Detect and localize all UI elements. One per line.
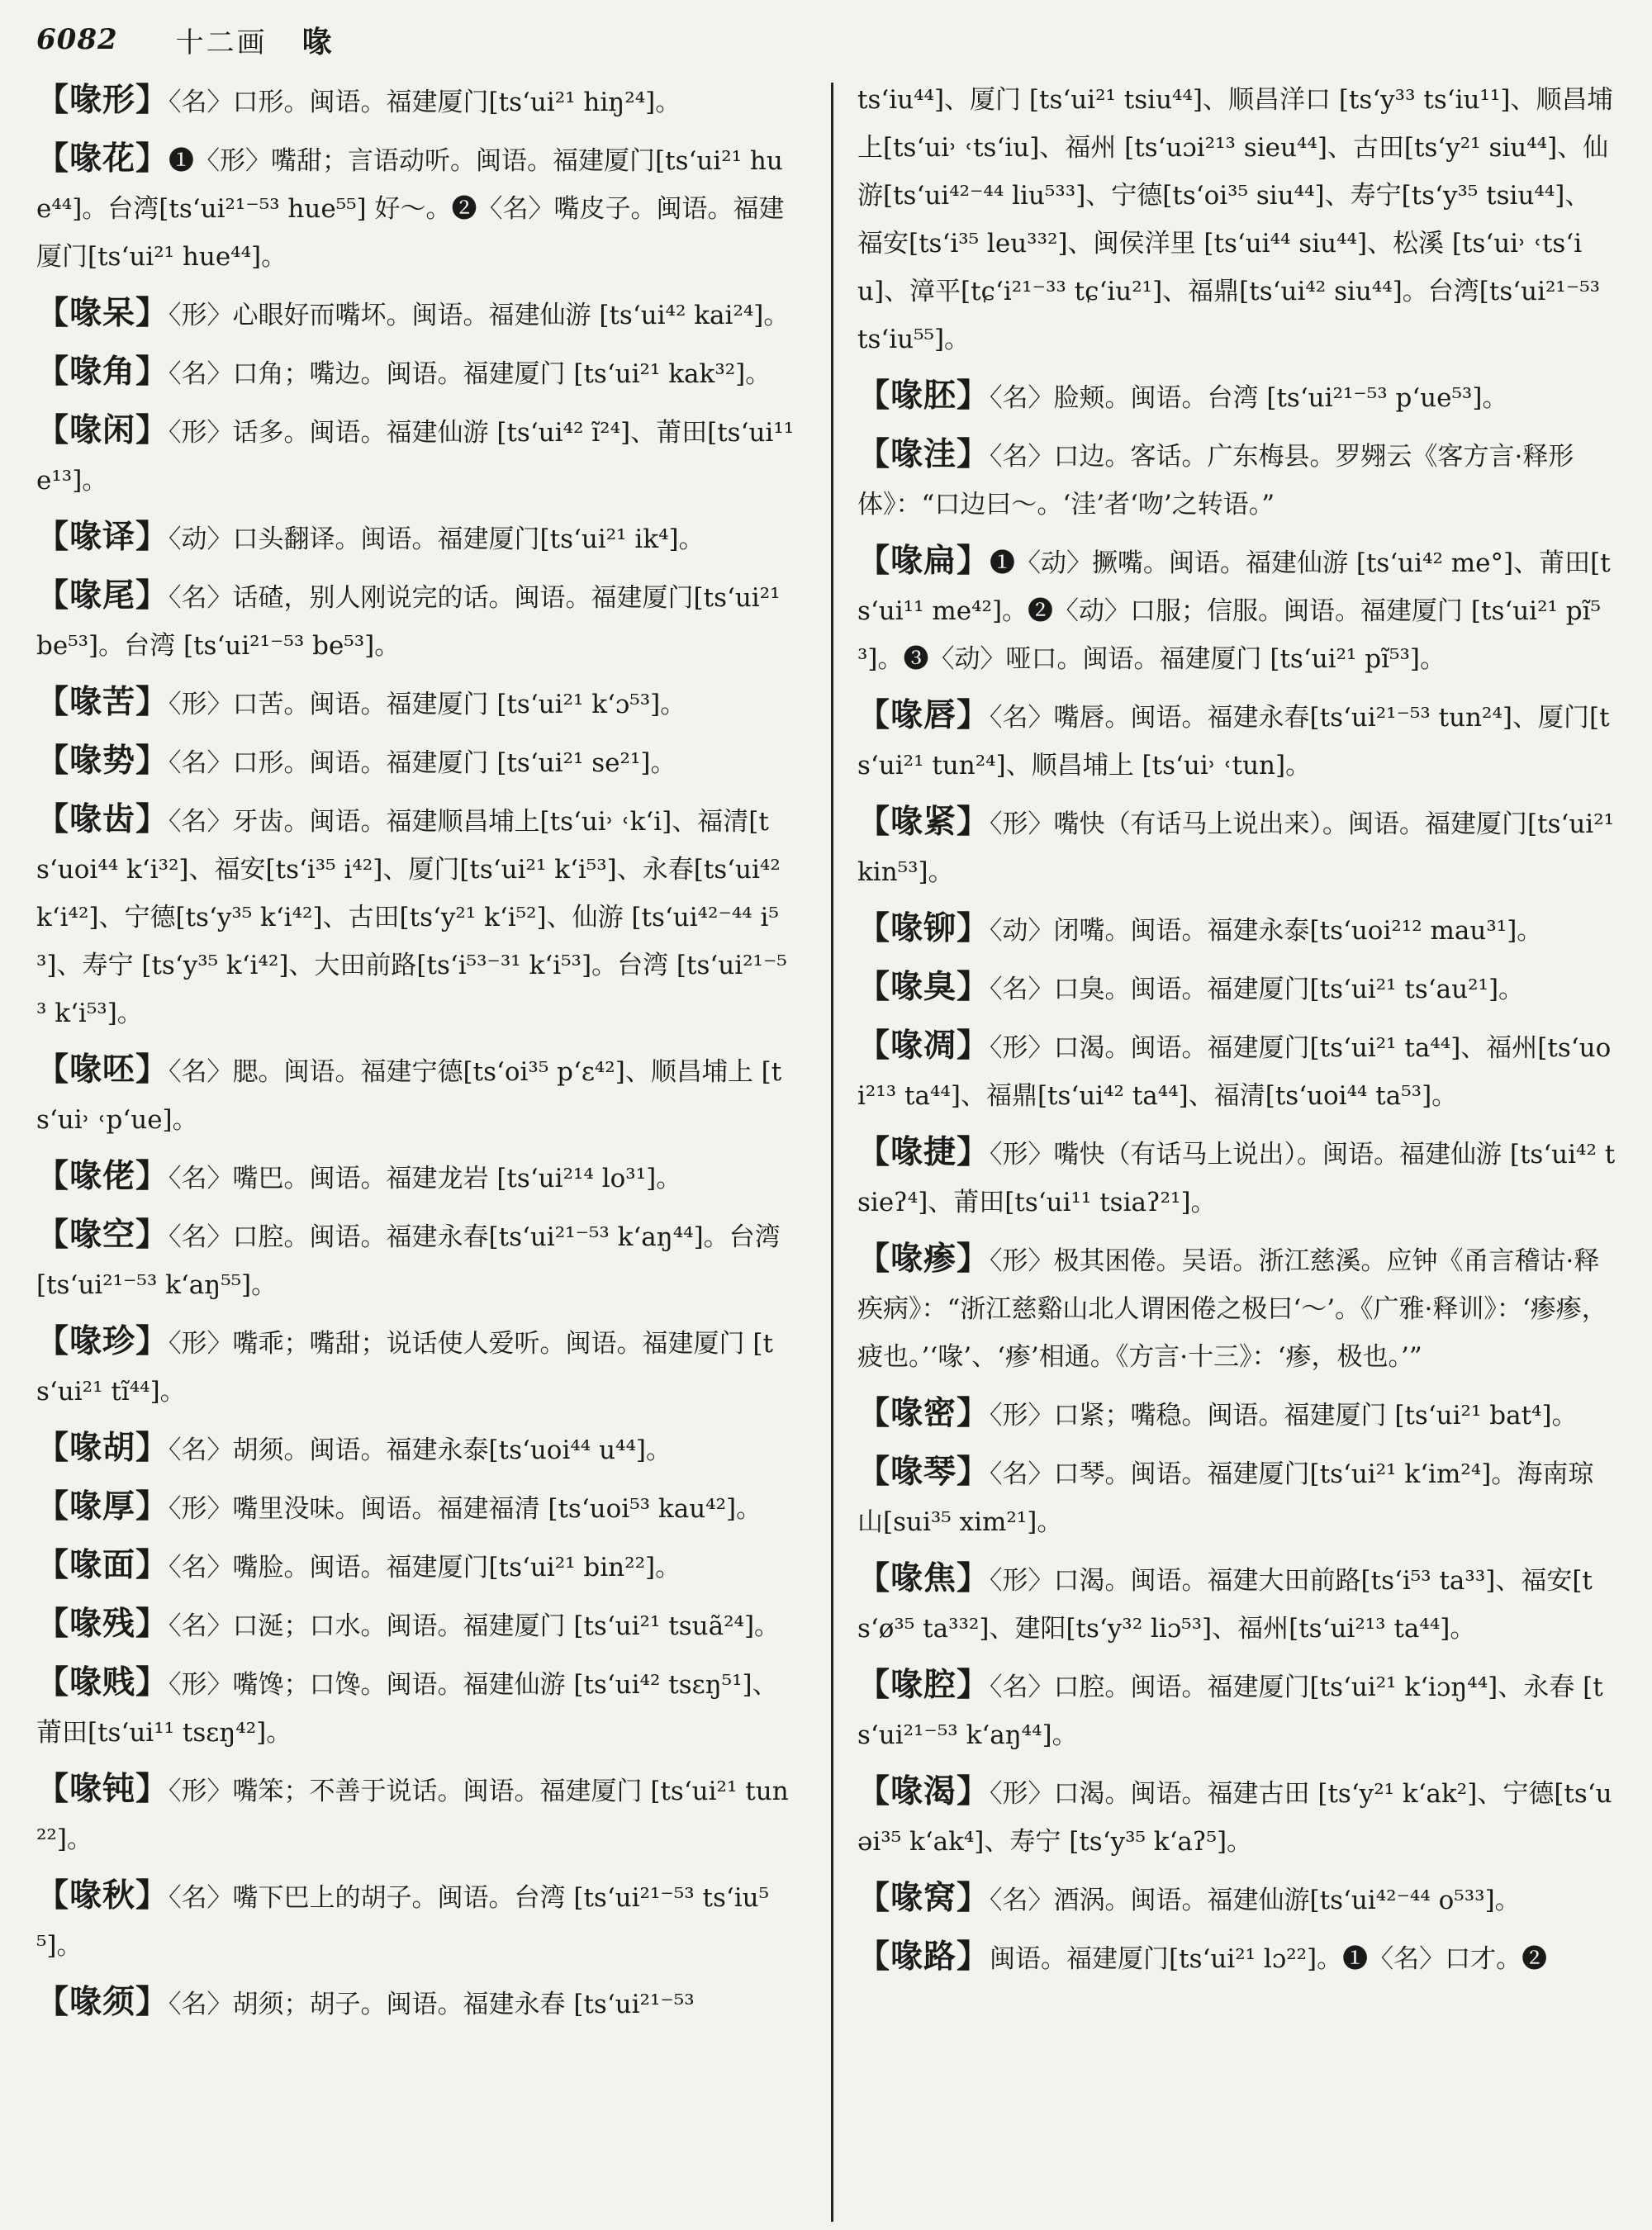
entry-headword: 【喙渴】	[857, 1772, 990, 1810]
dictionary-entry	[36, 1872, 795, 1970]
entry-headword: 【喙钝】	[36, 1770, 169, 1808]
entry-definition: 〈名〉口琴。闽语。福建厦门[ts‘ui²¹ k‘im²⁴]。海南琼山[sui³⁵ xim²¹]。	[857, 1459, 1594, 1537]
entry-definition: 〈名〉口形。闽语。福建厦门 [ts‘ui²¹ se²¹]。	[169, 748, 676, 778]
dictionary-entry	[857, 1448, 1616, 1546]
entry-definition: 〈名〉胡须；胡子。闽语。福建永春 [ts‘ui²¹⁻⁵³	[169, 1990, 695, 2019]
entry-headword: 【喙面】	[36, 1546, 169, 1584]
entry-definition: 〈名〉话碴，别人刚说完的话。闽语。福建厦门[ts‘ui²¹ be⁵³]。台湾 [ts‘ui²¹⁻⁵³ be⁵³]。	[36, 583, 781, 661]
entry-definition: 〈名〉嘴脸。闽语。福建厦门[ts‘ui²¹ bin²²]。	[169, 1553, 681, 1582]
entry-headword: 【喙尾】	[36, 576, 169, 614]
entry-headword: 【喙角】	[36, 353, 169, 391]
entry-definition: 〈名〉口涎；口水。闽语。福建厦门 [ts‘ui²¹ tsuã²⁴]。	[169, 1611, 781, 1641]
dictionary-entry	[36, 1600, 795, 1650]
dictionary-entry	[857, 537, 1616, 683]
entry-headword: 【喙残】	[36, 1605, 169, 1643]
entry-headword: 【喙形】	[36, 81, 169, 119]
entry-definition: 〈形〉嘴快（有话马上说出）。闽语。福建仙游 [ts‘ui⁴² tsieʔ⁴]、莆田[ts‘ui¹¹ tsiaʔ²¹]。	[857, 1140, 1616, 1217]
entry-headword: 【喙胚】	[857, 377, 990, 415]
dictionary-entry	[36, 76, 795, 126]
radical-heading: 喙	[301, 24, 332, 59]
entry-headword: 【喙佬】	[36, 1157, 169, 1195]
entry-definition: 闽语。福建厦门[ts‘ui²¹ lɔ²²]。❶〈名〉口才。❷	[990, 1944, 1548, 1974]
entry-headword: 【喙窝】	[857, 1879, 990, 1917]
dictionary-entry	[36, 572, 795, 670]
dictionary-entry	[36, 1541, 795, 1592]
entry-definition: 〈形〉嘴笨；不善于说话。闽语。福建厦门 [ts‘ui²¹ tun²²]。	[36, 1777, 789, 1854]
entry-definition: 〈名〉牙齿。闽语。福建顺昌埔上[ts‘ui˒ ˓k‘i]、福清[ts‘uoi⁴⁴ k‘i³²]、福安[ts‘i³⁵ i⁴²]、厦门[ts‘ui²¹ k‘i⁵³]、永春[ts‘ui⁴² k‘i⁴²]、宁德[ts‘y³⁵ k‘i⁴²]、古田[ts‘y²¹ k‘i⁵²]、仙游 [ts‘ui⁴²⁻⁴⁴ i⁵³]、寿宁 [ts‘y³⁵ k‘i⁴²]、大田前路[ts‘i⁵³⁻³¹ k‘i⁵³]。台湾 [ts‘ui²¹⁻⁵³ k‘i⁵³]。	[36, 807, 787, 1028]
entry-definition: 〈名〉胡须。闽语。福建永泰[ts‘uoi⁴⁴ u⁴⁴]。	[169, 1435, 672, 1465]
entry-headword: 【喙齿】	[36, 800, 169, 838]
entry-headword: 【喙空】	[36, 1216, 169, 1254]
entry-definition: 〈名〉口腔。闽语。福建永春[ts‘ui²¹⁻⁵³ k‘aŋ⁴⁴]。台湾[ts‘ui²¹⁻⁵³ k‘aŋ⁵⁵]。	[36, 1222, 781, 1300]
dictionary-entry	[36, 1317, 795, 1416]
entry-headword: 【喙厚】	[36, 1487, 169, 1525]
dictionary-entry	[36, 1978, 795, 2028]
entry-headword: 【喙腔】	[857, 1666, 990, 1704]
dictionary-entry	[36, 348, 795, 398]
dictionary-entry	[36, 1424, 795, 1474]
dictionary-entry	[857, 798, 1616, 896]
entry-definition: 〈形〉嘴乖；嘴甜；说话使人爱听。闽语。福建厦门 [ts‘ui²¹ tĩ⁴⁴]。	[36, 1329, 773, 1407]
dictionary-entry	[36, 513, 795, 563]
entry-headword: 【喙势】	[36, 742, 169, 780]
dictionary-entry	[857, 1128, 1616, 1226]
entry-definition: ❶〈动〉撅嘴。闽语。福建仙游 [ts‘ui⁴² me°]、莆田[ts‘ui¹¹ me⁴²]。❷〈动〉口服；信服。闽语。福建厦门 [ts‘ui²¹ pĩ⁵³]。❸〈动〉哑口。闽语。福建厦门 [ts‘ui²¹ pĩ⁵³]。	[857, 548, 1611, 674]
entry-headword: 【喙焦】	[857, 1559, 990, 1597]
dictionary-entry	[857, 430, 1616, 529]
dictionary-entry	[36, 1211, 795, 1309]
entry-headword: 【喙洼】	[857, 435, 990, 473]
dictionary-entry	[857, 691, 1616, 790]
dictionary-entry	[36, 135, 795, 281]
entry-headword: 【喙臭】	[857, 968, 990, 1006]
entry-headword: 【喙紧】	[857, 803, 990, 841]
entry-headword: 【喙唇】	[857, 696, 990, 734]
page-header	[36, 15, 332, 64]
column-divider	[831, 83, 833, 2222]
dictionary-entry	[857, 1874, 1616, 1924]
dictionary-entry	[36, 406, 795, 505]
entry-definition: 〈名〉口形。闽语。福建厦门[ts‘ui²¹ hiŋ²⁴]。	[169, 88, 681, 117]
entry-definition: 〈形〉嘴里没味。闽语。福建福清 [ts‘uoi⁵³ kau⁴²]。	[169, 1494, 762, 1524]
entry-definition: 〈名〉腮。闽语。福建宁德[ts‘oi³⁵ p‘ɛ⁴²]、顺昌埔上 [ts‘ui˒ ˓p‘ue]。	[36, 1057, 782, 1135]
entry-definition: 〈形〉口渴。闽语。福建大田前路[ts‘i⁵³ ta³³]、福安[ts‘ø³⁵ ta³³²]、建阳[ts‘y³² liɔ⁵³]、福州[ts‘ui²¹³ ta⁴⁴]。	[857, 1566, 1593, 1644]
entry-definition: 〈形〉嘴快（有话马上说出来）。闽语。福建厦门[ts‘ui²¹ kin⁵³]。	[857, 809, 1615, 887]
entry-definition: 〈动〉口头翻译。闽语。福建厦门[ts‘ui²¹ ik⁴]。	[169, 524, 705, 554]
left-column	[36, 76, 795, 2037]
dictionary-entry	[857, 1767, 1616, 1866]
entry-definition: 〈名〉嘴下巴上的胡子。闽语。台湾 [ts‘ui²¹⁻⁵³ ts‘iu⁵⁵]。	[36, 1883, 770, 1961]
entry-headword: 【喙花】	[36, 140, 169, 178]
entry-headword: 【喙胡】	[36, 1429, 169, 1467]
entry-headword: 【喙闲】	[36, 411, 169, 449]
entry-definition: 〈动〉闭嘴。闽语。福建永泰[ts‘uoi²¹² mau³¹]。	[990, 916, 1543, 946]
page-number: 6082	[36, 23, 118, 56]
entry-headword: 【喙珍】	[36, 1322, 169, 1360]
entry-definition: 〈名〉口臭。闽语。福建厦门[ts‘ui²¹ ts‘au²¹]。	[990, 975, 1525, 1004]
entry-definition: 〈形〉极其困倦。吴语。浙江慈溪。应钟《甬言稽诂·释疾病》：“浙江慈谿山北人谓困倦之极曰‘～’。《广雅·释训》：‘瘆瘆，疲也。’‘喙’、‘瘆’相通。《方言·十三》：‘瘆，极也。’”	[857, 1246, 1607, 1372]
dictionary-entry	[857, 1661, 1616, 1759]
entry-definition: 〈形〉口苦。闽语。福建厦门 [ts‘ui²¹ k‘ɔ⁵³]。	[169, 690, 686, 719]
dictionary-entry	[857, 1235, 1616, 1381]
entry-definition: 〈名〉脸颊。闽语。台湾 [ts‘ui²¹⁻⁵³ p‘ue⁵³]。	[990, 383, 1508, 413]
entry-definition: 〈名〉口边。客话。广东梅县。罗翙云《客方言·释形体》：“口边曰～。‘洼’者‘吻’之转语。”	[857, 442, 1574, 520]
entry-headword: 【喙路】	[857, 1938, 990, 1976]
entry-headword: 【喙扁】	[857, 542, 990, 580]
section-title: 十二画	[175, 26, 268, 59]
entry-definition: 〈名〉口角；嘴边。闽语。福建厦门 [ts‘ui²¹ kak³²]。	[169, 359, 771, 389]
entry-headword: 【喙铆】	[857, 909, 990, 947]
entry-headword: 【喙译】	[36, 518, 169, 556]
dictionary-entry	[857, 1933, 1616, 1983]
entry-definition: 〈名〉酒涡。闽语。福建仙游[ts‘ui⁴²⁻⁴⁴ o⁵³³]。	[990, 1886, 1521, 1915]
dictionary-entry	[36, 1152, 795, 1203]
entry-headword: 【喙呆】	[36, 294, 169, 332]
entry-headword: 【喙凋】	[857, 1027, 990, 1065]
entry-headword: 【喙苦】	[36, 683, 169, 721]
entry-definition: 〈形〉心眼好而嘴坏。闽语。福建仙游 [ts‘ui⁴² kai²⁴]。	[169, 301, 790, 330]
dictionary-entry	[857, 963, 1616, 1013]
entry-definition: ❶〈形〉嘴甜；言语动听。闽语。福建厦门[ts‘ui²¹ hue⁴⁴]。台湾[ts‘ui²¹⁻⁵³ hue⁵⁵] 好～。❷〈名〉嘴皮子。闽语。福建厦门[ts‘ui²¹ hue⁴⁴]。	[36, 146, 785, 272]
dictionary-entry	[36, 678, 795, 728]
dictionary-entry	[36, 795, 795, 1037]
dictionary-entry	[36, 737, 795, 787]
entry-definition: 〈形〉口渴。闽语。福建古田 [ts‘y²¹ k‘ak²]、宁德[ts‘uəi³⁵ k‘ak⁴]、寿宁 [ts‘y³⁵ k‘aʔ⁵]。	[857, 1779, 1612, 1857]
dictionary-entry	[36, 1658, 795, 1757]
dictionary-entry	[857, 372, 1616, 422]
entry-definition: 〈形〉嘴馋；口馋。闽语。福建仙游 [ts‘ui⁴² tsɛŋ⁵¹]、莆田[ts‘ui¹¹ tsɛŋ⁴²]。	[36, 1670, 778, 1748]
entry-headword: 【喙瘆】	[857, 1240, 990, 1278]
dictionary-entry	[857, 76, 1616, 363]
entry-headword: 【喙琴】	[857, 1453, 990, 1491]
entry-headword: 【喙秋】	[36, 1877, 169, 1914]
dictionary-entry	[857, 1022, 1616, 1120]
dictionary-entry	[36, 289, 795, 339]
entry-definition: 〈形〉话多。闽语。福建仙游 [ts‘ui⁴² ĩ²⁴]、莆田[ts‘ui¹¹ e¹³]。	[36, 418, 795, 496]
entry-definition: 〈形〉口紧；嘴稳。闽语。福建厦门 [ts‘ui²¹ bat⁴]。	[990, 1401, 1578, 1431]
right-column	[857, 76, 1616, 1991]
dictionary-entry	[857, 1389, 1616, 1440]
entry-headword: 【喙密】	[857, 1394, 990, 1432]
dictionary-entry	[36, 1483, 795, 1533]
entry-definition: 〈形〉口渴。闽语。福建厦门[ts‘ui²¹ ta⁴⁴]、福州[ts‘uoi²¹³ ta⁴⁴]、福鼎[ts‘ui⁴² ta⁴⁴]、福清[ts‘uoi⁴⁴ ta⁵³]。	[857, 1033, 1612, 1111]
entry-definition: ts‘iu⁴⁴]、厦门 [ts‘ui²¹ tsiu⁴⁴]、顺昌洋口 [ts‘y³³ ts‘iu¹¹]、顺昌埔上[ts‘ui˒ ˓ts‘iu]、福州 [ts‘uɔi²¹³ sieu⁴⁴]、古田[ts‘y²¹ siu⁴⁴]、仙游[ts‘ui⁴²⁻⁴⁴ liu⁵³³]、宁德[ts‘oi³⁵ siu⁴⁴]、寿宁[ts‘y³⁵ tsiu⁴⁴]、福安[ts‘i³⁵ leu³³²]、闽侯洋里 [ts‘ui⁴⁴ siu⁴⁴]、松溪 [ts‘ui˒ ˓ts‘iu]、漳平[tɕ‘i²¹⁻³³ tɕ‘iu²¹]、福鼎[ts‘ui⁴² siu⁴⁴]。台湾[ts‘ui²¹⁻⁵³ ts‘iu⁵⁵]。	[857, 85, 1613, 354]
dictionary-entry	[36, 1765, 795, 1863]
entry-headword: 【喙捷】	[857, 1133, 990, 1171]
dictionary-entry	[857, 1554, 1616, 1653]
entry-definition: 〈名〉嘴巴。闽语。福建龙岩 [ts‘ui²¹⁴ lo³¹]。	[169, 1164, 682, 1193]
entry-headword: 【喙贱】	[36, 1663, 169, 1701]
dictionary-entry	[857, 904, 1616, 955]
entry-definition: 〈名〉嘴唇。闽语。福建永春[ts‘ui²¹⁻⁵³ tun²⁴]、厦门[ts‘ui²¹ tun²⁴]、顺昌埔上 [ts‘ui˒ ˓tun]。	[857, 703, 1610, 780]
entry-headword: 【喙呸】	[36, 1051, 169, 1089]
entry-headword: 【喙须】	[36, 1983, 169, 2021]
dictionary-entry	[36, 1046, 795, 1144]
entry-definition: 〈名〉口腔。闽语。福建厦门[ts‘ui²¹ k‘iɔŋ⁴⁴]、永春 [ts‘ui²¹⁻⁵³ k‘aŋ⁴⁴]。	[857, 1672, 1603, 1750]
